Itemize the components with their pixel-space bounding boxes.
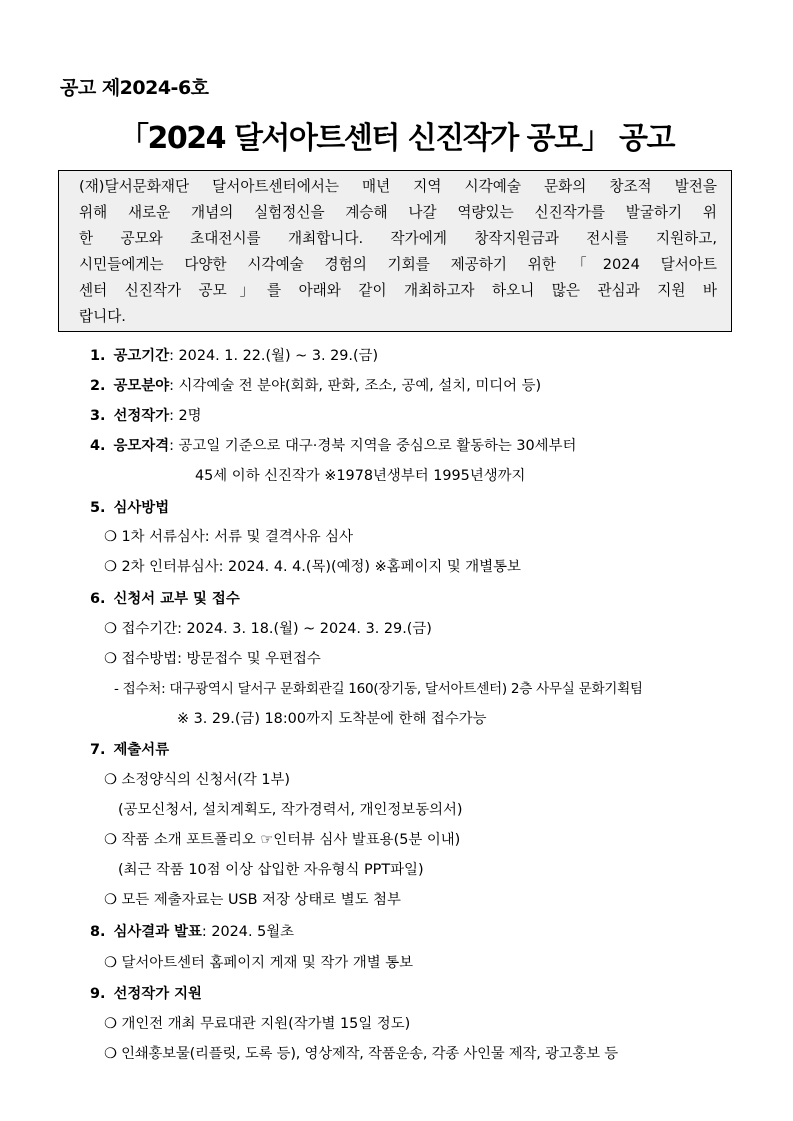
bullet-icon: ❍ [104,529,117,545]
intro-line: 랍니다. [79,308,126,325]
section-value: : 2명 [169,408,202,424]
bullet-icon: ❍ [104,621,117,637]
section-label: 선정작가 지원 [113,986,202,1002]
list-item: ❍ 모든 제출자료는 USB 저장 상태로 별도 첨부 [104,892,401,908]
list-item: ❍ 달서아트센터 홈페이지 게재 및 작가 개별 통보 [104,955,414,971]
intro-line: 한 공모와 초대전시를 개최합니다. 작가에게 창작지원금과 전시를 지원하고, [79,230,717,247]
intro-line: 센터 신진작가 공모」를 아래와 같이 개최하고자 하오니 많은 관심과 지원 바 [79,282,717,299]
section-label: 응모자격 [113,438,170,454]
section-label: 심사방법 [113,500,170,516]
bullet-icon: ❍ [104,772,117,788]
bullet-icon: ❍ [104,892,117,908]
section-value: : 시각예술 전 분야(회화, 판화, 조소, 공예, 설치, 미디어 등) [169,378,542,394]
bullet-icon: ❍ [104,1046,117,1062]
section-6 [90,588,240,610]
section-label: 신청서 교부 및 접수 [113,591,240,607]
list-item: ❍ 소정양식의 신청서(각 1부) [104,772,291,788]
notice-number: 공고 제2024-6호 [60,77,209,99]
section-number: 4. [90,438,106,454]
list-item: ❍ 접수기간: 2024. 3. 18.(월) ~ 2024. 3. 29.(금) [104,621,432,637]
section-7 [90,739,169,761]
section-label: 선정작가 [113,408,170,424]
page-title: 「2024 달서아트센터 신진작가 공모」 공고 [119,121,674,156]
list-item-note: (최근 작품 10점 이상 삽입한 자유형식 PPT파일) [118,862,424,878]
submission-deadline: ※ 3. 29.(금) 18:00까지 도착분에 한해 접수가능 [177,711,487,727]
list-item: ❍ 작품 소개 포트폴리오 ☞인터뷰 심사 발표용(5분 이내) [104,832,461,848]
bullet-icon: ❍ [104,1016,117,1032]
bullet-icon: ❍ [104,832,117,848]
section-label: 심사결과 발표 [113,924,202,940]
list-item: ❍ 개인전 개최 무료대관 지원(작가별 15일 정도) [104,1016,411,1032]
intro-line: 위해 새로운 개념의 실험정신을 계승해 나갈 역량있는 신진작가를 발굴하기 위 [79,204,717,221]
intro-line: 시민들에게는 다양한 시각예술 경험의 기회를 제공하기 위한「2024 달서아트 [79,256,717,273]
list-item: ❍ 1차 서류심사: 서류 및 결격사유 심사 [104,529,353,545]
submission-address: - 접수처: 대구광역시 달서구 문화회관길 160(장기동, 달서아트센터) 2층 사무실 문화기획팀 [114,681,643,697]
section-value: : 2024. 1. 22.(월) ~ 3. 29.(금) [169,348,379,364]
section-label: 공모분야 [113,378,170,394]
section-number: 1. [90,348,106,364]
intro-line: (재)달서문화재단 달서아트센터에서는 매년 지역 시각예술 문화의 창조적 발전을 [79,178,717,195]
section-value: : 2024. 5월초 [201,924,295,940]
bullet-icon: ❍ [104,559,117,575]
section-number: 6. [90,591,106,607]
list-item-note: (공모신청서, 설치계획도, 작가경력서, 개인정보동의서) [118,802,463,818]
section-4-continuation: 45세 이하 신진작가 ※1978년생부터 1995년생까지 [195,468,526,484]
section-label: 제출서류 [113,742,170,758]
section-2 [90,375,541,397]
section-label: 공고기간 [113,348,170,364]
section-number: 5. [90,500,106,516]
bullet-icon: ❍ [104,651,117,667]
list-item: ❍ 2차 인터뷰심사: 2024. 4. 4.(목)(예정) ※홈페이지 및 개별통보 [104,559,521,575]
bullet-icon: ❍ [104,955,117,971]
section-number: 3. [90,408,106,424]
intro-box [58,170,732,332]
section-1 [90,345,378,367]
section-9 [90,983,202,1005]
section-number: 7. [90,742,106,758]
section-5 [90,497,169,519]
section-8 [90,921,294,943]
section-number: 9. [90,986,106,1002]
section-value: : 공고일 기준으로 대구·경북 지역을 중심으로 활동하는 30세부터 [169,438,577,454]
list-item: ❍ 인쇄홍보물(리플릿, 도록 등), 영상제작, 작품운송, 각종 사인물 제작, 광고홍보 등 [104,1046,618,1062]
section-4 [90,435,576,457]
section-number: 8. [90,924,106,940]
list-item: ❍ 접수방법: 방문접수 및 우편접수 [104,651,321,667]
section-number: 2. [90,378,106,394]
section-3 [90,405,202,427]
